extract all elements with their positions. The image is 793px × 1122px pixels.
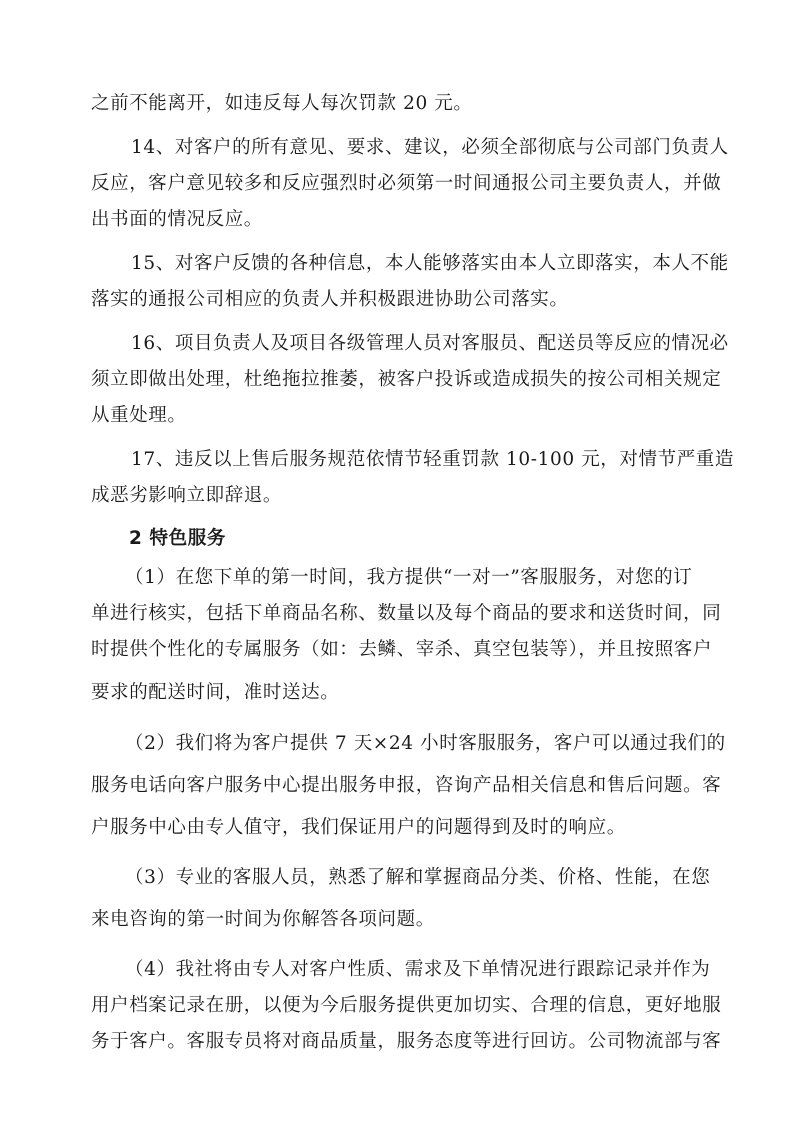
rule-14-line-3: 出书面的情况反应。 (91, 209, 263, 230)
para-1-line-2: 单进行核实，包括下单商品名称、数量以及每个商品的要求和送货时间，同 (91, 603, 722, 624)
rule-14-line-2: 反应，客户意见较多和反应强烈时必须第一时间通报公司主要负责人，并做 (91, 173, 722, 194)
para-3-line-1: （3）专业的客服人员，熟悉了解和掌握商品分类、价格、性能，在您 (125, 867, 711, 888)
rule-16-line-3: 从重处理。 (91, 405, 187, 426)
para-1-line-1: （1）在您下单的第一时间，我方提供“一对一”客服服务，对您的订 (125, 567, 693, 588)
rule-16-line-2: 须立即做出处理，杜绝拖拉推萎，被客户投诉或造成损失的按公司相关规定 (91, 369, 722, 390)
para-2-line-1: （2）我们将为客户提供 7 天×24 小时客服服务，客户可以通过我们的 (125, 733, 726, 754)
rule-13-tail: 之前不能离开，如违反每人每次罚款 20 元。 (91, 93, 473, 114)
section-heading: 2 特色服务 (129, 528, 226, 549)
para-1-line-3: 时提供个性化的专属服务（如：去鳞、宰杀、真空包装等），并且按照客户 (91, 639, 713, 660)
rule-16-line-1: 16、项目负责人及项目各级管理人员对客服员、配送员等反应的情况必 (131, 333, 729, 354)
rule-17-line-1: 17、违反以上售后服务规范依情节轻重罚款 10-100 元，对情节严重造 (131, 449, 735, 470)
para-1-line-4: 要求的配送时间，准时送达。 (91, 682, 340, 703)
para-4-line-1: （4）我社将由专人对客户性质、需求及下单情况进行跟踪记录并作为 (125, 959, 711, 980)
rule-14-line-1: 14、对客户的所有意见、要求、建议，必须全部彻底与公司部门负责人 (131, 137, 729, 158)
rule-17-line-2: 成恶劣影响立即辞退。 (91, 485, 283, 506)
para-2-line-3: 户服务中心由专人值守，我们保证用户的问题得到及时的响应。 (91, 817, 626, 838)
para-2-line-2: 服务电话向客户服务中心提出服务申报，咨询产品相关信息和售后问题。客 (91, 775, 722, 796)
para-4-line-2: 用户档案记录在册，以便为今后服务提供更加切实、合理的信息，更好地服 (91, 995, 722, 1016)
rule-15-line-2: 落实的通报公司相应的负责人并积极跟进协助公司落实。 (91, 289, 569, 310)
rule-15-line-1: 15、对客户反馈的各种信息，本人能够落实由本人立即落实，本人不能 (131, 253, 729, 274)
para-3-line-2: 来电咨询的第一时间为你解答各项问题。 (91, 909, 435, 930)
para-4-line-3: 务于客户。客服专员将对商品质量，服务态度等进行回访。公司物流部与客 (91, 1031, 722, 1052)
